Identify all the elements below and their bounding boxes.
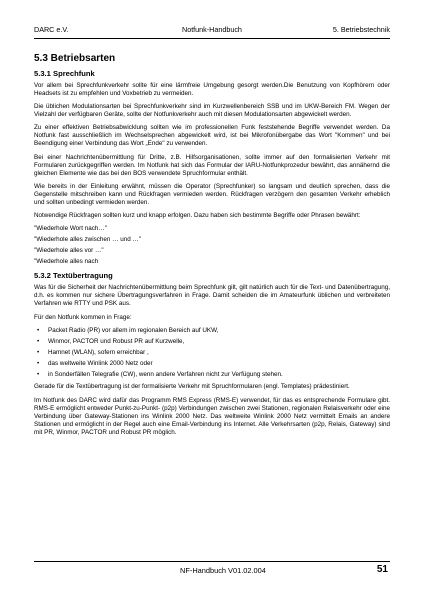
bullet-icon: • [37, 371, 40, 379]
page-number: 51 [376, 564, 388, 575]
paragraph: Was für die Sicherheit der Nachrichtenübermittlung beim Sprechfunk gilt, gilt natürlich auch für die Text- und Datenübertragung, d.h. es kommen nur sichere Übertragungsverfahren in Frage. Damit scheiden die im Amateurfunk üblichen und verbreiteten Verfahren wie RTTY und PSK aus. [34, 284, 390, 308]
phrase-line: "Wiederhole alles zwischen … und …" [34, 236, 142, 244]
paragraph: Im Notfunk des DARC wird dafür das Programm RMS Express (RMS-E) verwendet, für das es entsprechende Formulare gibt. RMS-E ermöglicht entweder Punkt-zu-Punkt- (p2p) Verbindungen zwischen zwei Stationen, regionalen Relaisverkehr oder eine Verbindung über Gateway-Stationen ins Winlink 2000 Netz. Das weltweite Winlink 2000 Netz vermittelt Emails an andere Stationen und ermöglicht in der Regel auch eine Email-Verbindung ins Internet. Alle Verkehrsarten (p2p, Relais, Gateway) sind mit PR, Winmor, PACTOR und Robust PR möglich. [34, 396, 390, 436]
paragraph: Die üblichen Modulationsarten bei Sprechfunkverkehr sind im Kurzwellenbereich SSB und im UKW-Bereich FM. Wegen der Vielzahl der verfügbaren Geräte, sollte der Notfunkverkehr auch mit diesen Modulationsarten abgewickelt werden. [34, 103, 390, 119]
header-title: Notfunk-Handbuch [182, 25, 242, 34]
paragraph: Bei einer Nachrichtenübermittlung für Dritte, z.B. Hilfsorganisationen, sollte immer auf den formalisierten Verkehr mit Formularen zurückgegriffen werden. Im Notfunk hat sich das Formular der IARU-Notfunkprozedur bewährt, das annähernd die gleichen Elemente wie das bei den BOS verwendete Spruchformular enthält. [34, 153, 390, 177]
page-content [34, 53, 390, 442]
paragraph: Wie bereits in der Einleitung erwähnt, müssen die Operator (Sprechfunker) so langsam und deutlich sprechen, dass die Gegenstelle mitschreiben kann und Rückfragen vermieden werden. Rückfragen verzögern den gesamten Verkehr erheblich und sollten unbedingt vermieden werden. [34, 182, 390, 206]
paragraph: Zu einer effektiven Betriebsabwicklung sollten wie im professionellen Funk feststehende Begriffe verwendet werden. Da Notfunk fast ausschließlich im Wechselsprechen abgewickelt wird, ist bei Mikrofonübergabe das Wort "Kommen" und bei Beendigung einer Verbindung das Wort „Ende" zu verwenden. [34, 124, 390, 148]
paragraph: Für den Notfunk kommen in Frage: [34, 313, 132, 321]
header-organization: DARC e.V. [34, 25, 69, 34]
paragraph: Notwendige Rückfragen sollten kurz und knapp erfolgen. Dazu haben sich bestimmte Begriffe oder Phrasen bewährt: [34, 211, 361, 219]
subsection-title-sprechfunk: 5.3.1 Sprechfunk [34, 69, 95, 78]
list-item-text: Winmor, PACTOR und Robust PR auf Kurzwelle, [48, 337, 185, 345]
list-item-text: Packet Radio (PR) vor allem im regionalen Bereich auf UKW, [48, 326, 219, 334]
list-item-text: Hamnet (WLAN), sofern erreichbar , [48, 349, 149, 357]
header-divider [34, 38, 390, 39]
phrase-line: "Wiederhole Wort nach…" [34, 225, 107, 233]
list-item-text: in Sonderfällen Telegrafie (CW), wenn andere Verfahren nicht zur Verfügung stehen. [48, 371, 283, 379]
bullet-icon: • [37, 337, 40, 345]
header-chapter: 5. Betriebstechnik [332, 25, 390, 34]
list-item [34, 349, 390, 357]
footer-version: NF-Handbuch V01.02.004 [180, 566, 266, 575]
method-list [34, 327, 390, 380]
paragraph: Vor allem bei Sprechfunkverkehr sollte für eine lärmfreie Umgebung gesorgt werden.Die Benutzung von Kopfhörern oder Headsets ist zu empfehlen und Voxbetrieb zu vermeiden. [34, 82, 390, 97]
section-title: 5.3 Betriebsarten [34, 53, 116, 64]
bullet-icon: • [37, 360, 40, 368]
phrase-line: "Wiederhole alles vor …" [34, 247, 104, 255]
footer-divider [34, 561, 390, 562]
paragraph: Gerade für die Textübertragung ist der formalisierte Verkehr mit Spruchformularen (engl. Templates) prädestiniert. [34, 383, 350, 391]
list-item [34, 371, 390, 379]
list-item [34, 327, 390, 335]
list-item-text: das weltweite Winlink 2000 Netz oder [48, 360, 153, 368]
page-header [34, 25, 390, 37]
subsection-title-textuebertragung: 5.3.2 Textübertragung [34, 271, 113, 281]
list-item [34, 360, 390, 368]
list-item [34, 338, 390, 346]
bullet-icon: • [37, 326, 40, 334]
phrase-line: "Wiederhole alles nach [34, 258, 99, 266]
bullet-icon: • [37, 349, 40, 357]
